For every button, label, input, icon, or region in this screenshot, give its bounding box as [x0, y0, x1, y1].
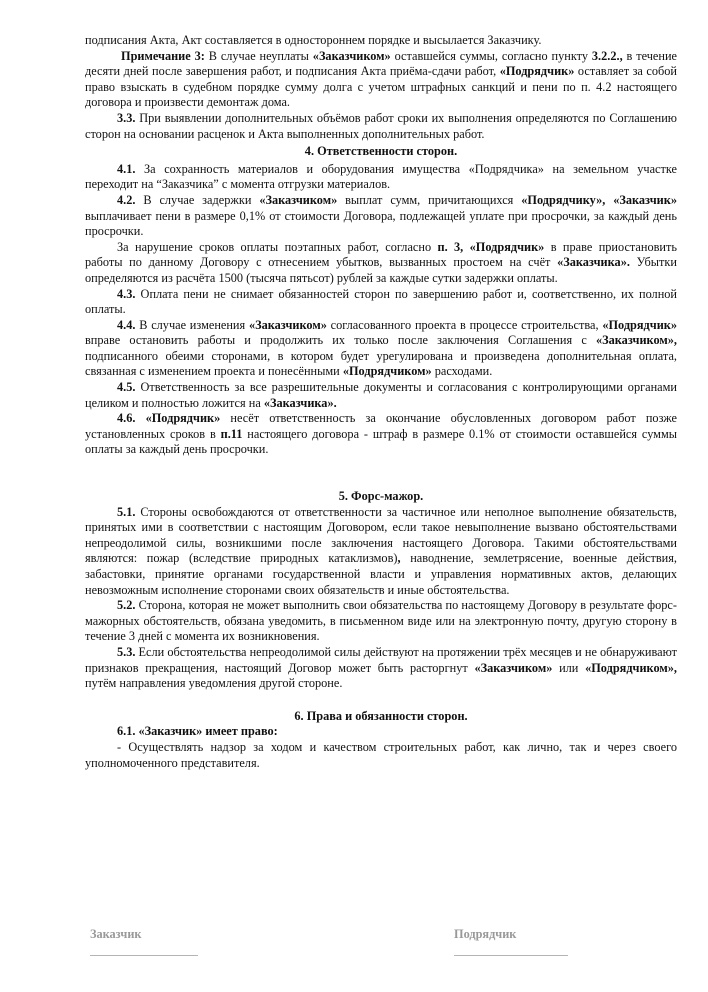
paragraph: 4.4. В случае изменения «Заказчиком» согласованного проекта в процессе строительства, «Подрядчик» вправе остановить работы и продолжить их только после заключения Соглашения с «Заказчиком», подписанного обеими сторонами, в котором будет урегулирована и произведена дополнительная оплата, связанная с изменением проекта и понесёнными «Подрядчиком» расходами.: [85, 317, 678, 379]
paragraph: - Осуществлять надзор за ходом и качеством строительных работ, как лично, так и через своего уполномоченного представителя.: [85, 739, 677, 770]
section-heading: 4. Ответственности сторон.: [304, 144, 458, 159]
paragraph: 4.6. «Подрядчик» несёт ответственность за окончание обусловленных договором работ позже установленных сроков в п.11 настоящего договора - штраф в размере 0.1% от стоимости оставшейся суммы оплаты за каждый день просрочки.: [85, 411, 678, 457]
paragraph: 4.2. В случае задержки «Заказчиком» выплат сумм, причитающихся «Подрядчику», «Заказчик» выплачивает пени в размере 0,1% от стоимости Договора, подлежащей уплате при просрочки, за каждый день просрочки.: [85, 192, 678, 239]
contractor-signature-line: [454, 955, 568, 956]
customer-signature-line: [90, 955, 198, 956]
paragraph: Примечание 3: В случае неуплаты «Заказчиком» оставшейся суммы, согласно пункту 3.2.2., в течение десяти дней после завершения работ, и подписания Акта приёма-сдачи работ, «Подрядчик» оставляет за собой право взыскать в судебном порядке сумму долга с учетом штрафных санкций и пени по п. 4.2 настоящего договора и произвести демонтаж дома.: [85, 48, 678, 110]
paragraph: 3.3. При выявлении дополнительных объёмов работ сроки их выполнения определяются по Соглашению сторон на основании расценок и Акта выполненных дополнительных работ.: [85, 110, 677, 141]
section-heading: 6. Права и обязанности сторон.: [294, 708, 468, 723]
contractor-signature-label: Подрядчик: [454, 927, 517, 941]
document-body: [85, 33, 677, 771]
paragraph: 5.3. Если обстоятельства непреодолимой силы действуют на протяжении трёх месяцев и не обнаруживают признаков прекращения, настоящий Договор может быть расторгнут «Заказчиком» или «Подрядчиком», путём направления уведомления другой стороне.: [85, 644, 677, 691]
paragraph: 4.5. Ответственность за все разрешительные документы и согласования с контролирующими органами целиком и полностью ложится на «Заказчика».: [85, 380, 677, 410]
customer-signature-label: Заказчик: [90, 927, 142, 941]
paragraph: 4.3. Оплата пени не снимает обязанностей сторон по завершению работ и, соответственно, их полной оплаты.: [85, 286, 677, 317]
paragraph: За нарушение сроков оплаты поэтапных работ, согласно п. 3, «Подрядчик» в праве приостановить работы по данному Договору с отнесением убытков, вызванных простоем на счёт «Заказчика». Убытки определяются из расчёта 1500 (тысяча пятьсот) рублей за каждые сутки задержки оплаты.: [85, 239, 677, 285]
paragraph: 5.2. Сторона, которая не может выполнить свои обязательства по настоящему Договору в результате форс-мажорных обстоятельств, обязана уведомить, в письменном виде или на электронную почту, другую сторону в течение 3 дней с момента их возникновения.: [85, 598, 677, 644]
paragraph: 4.1. За сохранность материалов и оборудования имущества «Подрядчика» на земельном участке переходит на “Заказчика” с момента отгрузки материалов.: [85, 161, 677, 192]
signature-footer: [0, 927, 708, 967]
section-heading: 5. Форс-мажор.: [338, 489, 424, 504]
paragraph: подписания Акта, Акт составляется в одностороннем порядке и высылается Заказчику.: [85, 33, 542, 47]
paragraph: 5.1. Стороны освобождаются от ответственности за частичное или неполное выполнение обязательств, принятых ими в соответствии с настоящим Договором, если такое невыполнение вызвано обстоятельствами непреодолимой силы, возникшими после заключения настоящего Договора. Такими обстоятельствами являются: пожар (вследствие природных катаклизмов), наводнение, землетрясение, военные действия, забастовки, принятие органами государственной власти и управления нормативных актов, делающих невозможным исполнение сторонами своих обязательств и иные обстоятельства.: [85, 504, 677, 597]
subsection-heading: 6.1. «Заказчик» имеет право:: [117, 724, 278, 739]
